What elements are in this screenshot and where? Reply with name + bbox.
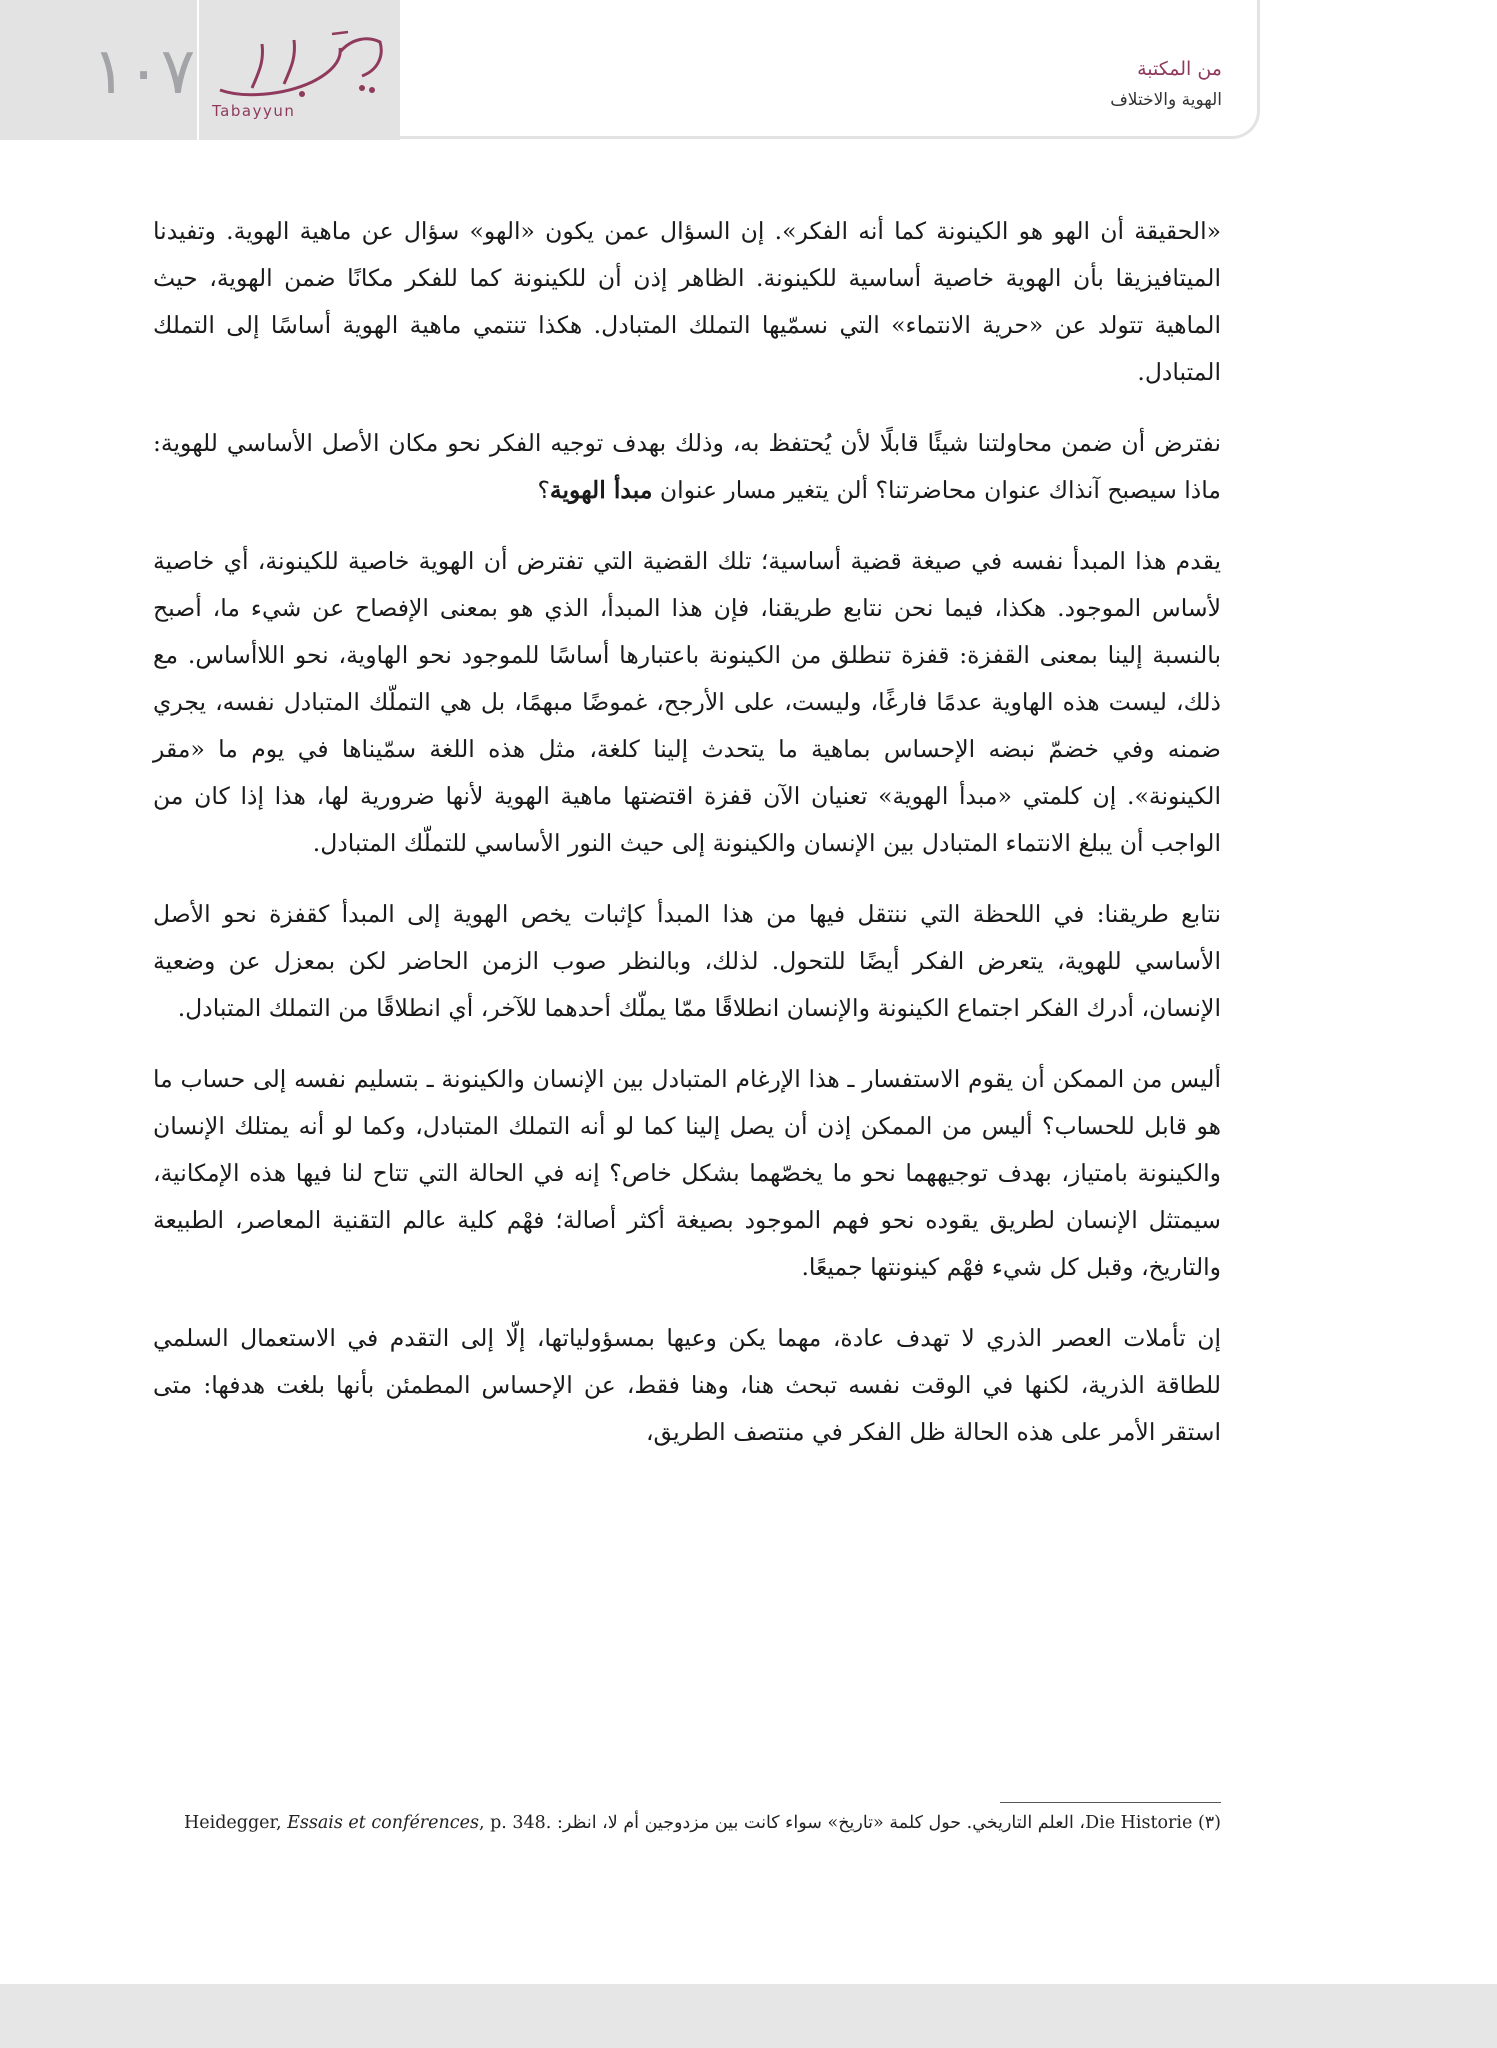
- footnote-author: Heidegger,: [184, 1813, 288, 1833]
- section-label: من المكتبة: [1137, 58, 1222, 80]
- header-white-panel: [400, 0, 1260, 139]
- footnote: [153, 1808, 1221, 1839]
- paragraph-3: يقدم هذا المبدأ نفسه في صيغة قضية أساسية؛ تلك القضية التي تفترض أن الهوية خاصية للكينونة، أي خاصية لأساس الموجود. هكذا، فيما نحن نتابع طريقنا، فإن هذا المبدأ، الذي هو بمعنى الإفصاح عن شيء ما، أصبح بالنسبة إلينا بمعنى القفزة: قفزة تنطلق من الكينونة باعتبارها أساسًا للموجود نحو الهاوية، نحو اللاأساس. مع ذلك، ليست هذه الهاوية عدمًا فارغًا، وليست، على الأرجح، غموضًا مبهمًا، بل هي التملّك المتبادل نفسه، يجري ضمنه وفي خضمّ نبضه الإحساس بماهية ما يتحدث إلينا كلغة، مثل هذه اللغة سمّيناها في يوم ما «مقر الكينونة». إن كلمتي «مبدأ الهوية» تعنيان الآن قفزة اقتضتها ماهية الهوية لأنها ضرورية لها، هذا إذا كان من الواجب أن يبلغ الانتماء المتبادل بين الإنسان والكينونة إلى حيث النور الأساسي للتملّك المتبادل.: [153, 547, 1221, 857]
- paragraph-2-text: نفترض أن ضمن محاولتنا شيئًا قابلًا لأن يُحتفظ به، وذلك بهدف توجيه الفكر نحو مكان الأصل الأساسي للهوية: ماذا سيصبح آنذاك عنوان محاضرتنا؟ ألن يتغير مسار عنوان: [153, 429, 1221, 504]
- paragraph-2: [153, 420, 1221, 514]
- header-right-margin: [1260, 0, 1497, 140]
- page-number: ١٠٧: [92, 35, 196, 109]
- footnote-title: Essais et conférences: [287, 1813, 479, 1833]
- paragraph-5: أليس من الممكن أن يقوم الاستفسار ـ هذا الإرغام المتبادل بين الإنسان والكينونة ـ بتسليم نفسه إلى حساب ما هو قابل للحساب؟ أليس من الممكن إذن أن يصل إلينا كما لو أنه التملك المتبادل، وكما لو أنه يمتلك الإنسان والكينونة بامتياز، بهدف توجيههما نحو ما يخصّهما بشكل خاص؟ إنه في الحالة التي تتاح لنا فيها هذه الإمكانية، سيمتثل الإنسان لطريق يقوده نحو فهم الموجود بصيغة أكثر أصالة؛ فهْم كلية عالم التقنية المعاصر، الطبيعة والتاريخ، وقبل كل شيء فهْم كينونتها جميعًا.: [153, 1065, 1221, 1281]
- footnote-term: Die Historie: [1085, 1813, 1193, 1833]
- paragraph-1: «الحقيقة أن الهو هو الكينونة كما أنه الفكر». إن السؤال عمن يكون «الهو» سؤال عن ماهية الهوية. وتفيدنا الميتافيزيقا بأن الهوية خاصية أساسية للكينونة. الظاهر إذن أن للكينونة كما للفكر مكانًا ضمن الهوية، حيث الماهية تتولد عن «حرية الانتماء» التي نسمّيها التملك المتبادل. هكذا تنتمي ماهية الهوية أساسًا إلى التملك المتبادل.: [153, 217, 1221, 386]
- footer-band: [0, 1984, 1497, 2048]
- header-divider: [197, 0, 199, 140]
- paragraph-4: نتابع طريقنا: في اللحظة التي ننتقل فيها من هذا المبدأ كإثبات يخص الهوية إلى المبدأ كقفزة نحو الأصل الأساسي للهوية، يتعرض الفكر أيضًا للتحول. لذلك، وبالنظر صوب الزمن الحاضر لكن بمعزل عن وضعية الإنسان، أدرك الفكر اجتماع الكينونة والإنسان انطلاقًا ممّا يملّك أحدهما للآخر، أي انطلاقًا من التملك المتبادل.: [153, 900, 1221, 1022]
- logo-latin-text: Tabayyun: [212, 102, 296, 120]
- section-subtitle: الهوية والاختلاف: [1110, 90, 1222, 110]
- paragraph-2-end: ؟: [537, 476, 550, 504]
- paragraph-6: إن تأملات العصر الذري لا تهدف عادة، مهما يكن وعيها بمسؤولياتها، إلّا إلى التقدم في الاستعمال السلمي للطاقة الذرية، لكنها في الوقت نفسه تبحث هنا، وهنا فقط، عن الإحساس المطمئن بأنها بلغت هدفها: متى استقر الأمر على هذه الحالة ظل الفكر في منتصف الطريق،: [153, 1324, 1221, 1446]
- paragraph-2-bold-term: مبدأ الهوية: [549, 476, 653, 504]
- footnote-marker: (٣): [1197, 1813, 1221, 1833]
- tabayyun-logo: [212, 30, 402, 130]
- footnote-text: ، العلم التاريخي. حول كلمة «تاريخ» سواء كانت بين مزدوجين أم لا، انظر:: [551, 1813, 1086, 1833]
- article-body: [153, 208, 1221, 1480]
- footnote-rule: [1000, 1802, 1221, 1803]
- footnote-reference: [184, 1813, 551, 1833]
- footnote-page: , p. 348.: [478, 1813, 552, 1833]
- logo-calligraphy-icon: [212, 30, 392, 102]
